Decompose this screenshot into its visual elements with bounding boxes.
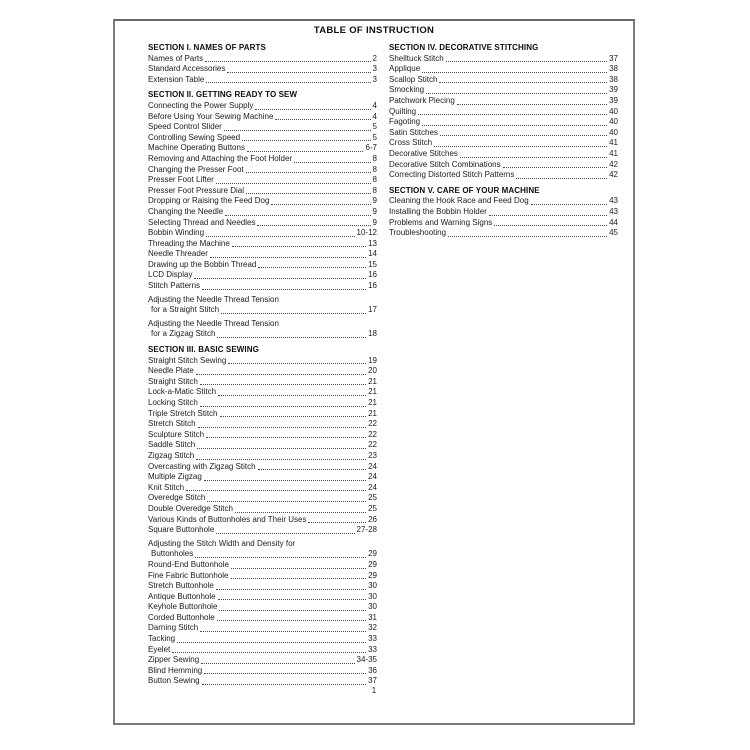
dotted-leader <box>216 589 366 590</box>
dotted-leader <box>457 104 607 105</box>
dotted-leader <box>202 684 367 685</box>
toc-entry-page: 34-35 <box>356 655 377 665</box>
toc-entry-label: Scallop Stitch <box>389 74 438 84</box>
toc-entry-page: 25 <box>368 493 377 503</box>
dotted-leader <box>494 225 607 226</box>
toc-entry-label: Various Kinds of Buttonholes and Their Uses <box>148 514 307 524</box>
toc-entry-page: 38 <box>609 74 618 84</box>
dotted-leader <box>219 610 366 611</box>
dotted-leader <box>439 82 607 83</box>
toc-entry <box>148 196 377 207</box>
dotted-leader <box>426 93 607 94</box>
toc-entry <box>148 186 377 197</box>
toc-entry-label: Bobbin Winding <box>148 228 205 238</box>
toc-entry-page: 26 <box>368 514 377 524</box>
toc-entry-page: 41 <box>609 148 618 158</box>
toc-entry-line1: Adjusting the Needle Thread Tension <box>148 294 279 304</box>
dotted-leader <box>200 384 366 385</box>
dotted-leader <box>446 61 607 62</box>
toc-entry-label: Zipper Sewing <box>148 655 200 665</box>
toc-entry-page: 39 <box>609 85 618 95</box>
toc-entry-page: 44 <box>609 217 618 227</box>
dotted-leader <box>231 578 367 579</box>
dotted-leader <box>200 406 366 407</box>
toc-entry-label: Triple Stretch Stitch <box>148 408 218 418</box>
toc-entry-label: Overcasting with Zigzag Stitch <box>148 461 256 471</box>
toc-entry-label: Drawing up the Bobbin Thread <box>148 259 257 269</box>
toc-entry <box>148 165 377 176</box>
toc-entry-page: 19 <box>368 355 377 365</box>
toc-entry <box>148 440 377 451</box>
toc-entry-page: 38 <box>609 64 618 74</box>
dotted-leader <box>308 522 366 523</box>
toc-entry <box>148 472 377 483</box>
toc-entry-page: 8 <box>372 164 377 174</box>
toc-entry-page: 36 <box>368 665 377 675</box>
toc-entry-label: LCD Display <box>148 270 193 280</box>
toc-entry-page: 43 <box>609 196 618 206</box>
toc-entry <box>148 493 377 504</box>
dotted-leader <box>489 215 607 216</box>
toc-entry <box>148 366 377 377</box>
toc-entry-label: Button Sewing <box>148 676 200 686</box>
dotted-leader <box>177 642 366 643</box>
toc-entry <box>148 515 377 526</box>
toc-entry-page: 9 <box>372 217 377 227</box>
toc-entry-page: 18 <box>368 329 377 339</box>
toc-entry-page: 9 <box>372 196 377 206</box>
dotted-leader <box>218 395 366 396</box>
dotted-leader <box>204 673 366 674</box>
toc-entry <box>389 107 618 118</box>
toc-entry <box>389 218 618 229</box>
dotted-leader <box>200 631 366 632</box>
toc-entry-page: 39 <box>609 95 618 105</box>
dotted-leader <box>225 215 370 216</box>
toc-entry <box>148 409 377 420</box>
toc-entry-label: Keyhole Buttonhole <box>148 602 218 612</box>
toc-entry-page: 40 <box>609 127 618 137</box>
dotted-leader <box>224 130 371 131</box>
toc-entry <box>148 249 377 260</box>
toc-entry-line1: Adjusting the Needle Thread Tension <box>148 318 279 328</box>
toc-section-heading: SECTION IV. DECORATIVE STITCHING <box>389 43 539 52</box>
toc-entry-label: Selecting Thread and Needles <box>148 217 256 227</box>
dotted-leader <box>503 167 607 168</box>
toc-entry-page: 30 <box>368 602 377 612</box>
toc-entry-label: Straight Stitch Sewing <box>148 355 227 365</box>
toc-section-heading: SECTION I. NAMES OF PARTS <box>148 43 266 52</box>
toc-entry-label: Lock-a-Matic Stitch <box>148 387 217 397</box>
toc-entry-line1: Adjusting the Stitch Width and Density for <box>148 538 296 548</box>
dotted-leader <box>172 652 366 653</box>
dotted-leader <box>218 599 366 600</box>
toc-entry-label: Decorative Stitch Combinations <box>389 159 501 169</box>
dotted-leader <box>210 257 366 258</box>
toc-entry <box>389 207 618 218</box>
dotted-leader <box>246 193 371 194</box>
toc-entry-label: Satin Stitches <box>389 127 438 137</box>
toc-entry-label: Changing the Presser Foot <box>148 164 244 174</box>
dotted-leader <box>202 289 366 290</box>
toc-entry-label: Changing the Needle <box>148 206 224 216</box>
toc-entry-page: 4 <box>372 111 377 121</box>
dotted-leader <box>448 236 607 237</box>
toc-entry-label: Quilting <box>389 106 417 116</box>
toc-entry-page: 15 <box>368 259 377 269</box>
toc-entry-page: 2 <box>372 53 377 63</box>
toc-entry <box>389 64 618 75</box>
toc-entry-label: Correcting Distorted Stitch Patterns <box>389 170 515 180</box>
toc-entry <box>148 64 377 75</box>
toc-entry <box>148 154 377 165</box>
toc-entry <box>148 504 377 515</box>
toc-entry-label: Tacking <box>148 634 176 644</box>
dotted-leader <box>231 568 366 569</box>
toc-entry <box>389 170 618 181</box>
toc-entry-page: 22 <box>368 419 377 429</box>
toc-entry-label: Fine Fabric Buttonhole <box>148 570 229 580</box>
dotted-leader <box>275 119 370 120</box>
dotted-leader <box>531 204 607 205</box>
dotted-leader <box>220 416 367 417</box>
toc-entry-label: Antique Buttonhole <box>148 591 216 601</box>
toc-entry-page: 23 <box>368 450 377 460</box>
toc-entry <box>389 85 618 96</box>
toc-entry-label: Standard Accessories <box>148 64 226 74</box>
toc-entry-page: 37 <box>368 676 377 686</box>
toc-entry <box>148 645 377 656</box>
dotted-leader <box>186 490 366 491</box>
dotted-leader <box>232 246 366 247</box>
dotted-leader <box>294 162 370 163</box>
toc-entry-label: for a Straight Stitch <box>151 305 220 315</box>
toc-entry <box>389 75 618 86</box>
toc-entry-page: 41 <box>609 138 618 148</box>
toc-entry-page: 45 <box>609 228 618 238</box>
dotted-leader <box>221 313 366 314</box>
toc-entry-label: Zigzag Stitch <box>148 450 195 460</box>
dotted-leader <box>235 512 366 513</box>
toc-entry <box>148 634 377 645</box>
toc-entry-label: Needle Threader <box>148 249 208 259</box>
toc-entry-page: 40 <box>609 117 618 127</box>
toc-entry-label: Blind Hemming <box>148 665 203 675</box>
toc-entry-page: 21 <box>368 408 377 418</box>
dotted-leader <box>206 236 354 237</box>
dotted-leader <box>196 374 366 375</box>
toc-entry-page: 33 <box>368 644 377 654</box>
toc-entry <box>148 549 377 560</box>
dotted-leader <box>258 469 366 470</box>
toc-entry-label: Stitch Patterns <box>148 281 201 291</box>
toc-entry-label: Needle Plate <box>148 366 194 376</box>
toc-entry <box>389 196 618 207</box>
toc-entry-label: Sculpture Stitch <box>148 429 205 439</box>
toc-entry-page: 8 <box>372 153 377 163</box>
toc-section-heading: SECTION III. BASIC SEWING <box>148 345 259 355</box>
toc-entry-label: for a Zigzag Stitch <box>151 329 216 339</box>
toc-entry-page: 22 <box>368 440 377 450</box>
toc-entry <box>148 218 377 229</box>
toc-entry-page: 8 <box>372 175 377 185</box>
toc-entry-page: 21 <box>368 387 377 397</box>
toc-entry <box>148 655 377 666</box>
toc-entry-label: Round-End Buttonhole <box>148 559 229 569</box>
dotted-leader <box>257 225 370 226</box>
dotted-leader <box>216 183 371 184</box>
dotted-leader <box>460 157 607 158</box>
toc-entry-label: Square Buttonhole <box>148 525 215 535</box>
toc-entry <box>148 525 377 536</box>
toc-entry-label: Cross Stitch <box>389 138 433 148</box>
toc-entry <box>148 571 377 582</box>
toc-entry-page: 3 <box>372 64 377 74</box>
dotted-leader <box>194 278 366 279</box>
toc-entry-label: Problems and Warning Signs <box>389 217 493 227</box>
toc-entry-page: 16 <box>368 281 377 291</box>
toc-entry-label: Corded Buttonhole <box>148 612 215 622</box>
toc-entry <box>148 207 377 218</box>
toc-entry-label: Decorative Stitches <box>389 148 458 158</box>
dotted-leader <box>228 363 366 364</box>
toc-entry-label: Installing the Bobbin Holder <box>389 206 487 216</box>
toc-entry <box>148 462 377 473</box>
toc-entry-page: 40 <box>609 106 618 116</box>
toc-entry-page: 29 <box>368 549 377 559</box>
toc-entry-page: 4 <box>372 100 377 110</box>
dotted-leader <box>227 72 370 73</box>
toc-entry <box>148 613 377 624</box>
toc-entry-label: Overedge Stitch <box>148 493 206 503</box>
toc-entry-page: 20 <box>368 366 377 376</box>
dotted-leader <box>247 151 363 152</box>
dotted-leader <box>422 125 607 126</box>
toc-entry <box>148 281 377 292</box>
dotted-leader <box>195 557 366 558</box>
toc-entry-page: 22 <box>368 429 377 439</box>
dotted-leader <box>422 72 607 73</box>
toc-entry <box>148 75 377 86</box>
toc-entry <box>148 54 377 65</box>
dotted-leader <box>206 437 366 438</box>
toc-entry-label: Cleaning the Hook Race and Feed Dog <box>389 196 529 206</box>
dotted-leader <box>217 620 366 621</box>
toc-entry-page: 5 <box>372 132 377 142</box>
toc-entry <box>148 270 377 281</box>
toc-entry-page: 5 <box>372 122 377 132</box>
dotted-leader <box>216 533 354 534</box>
toc-entry-label: Presser Foot Pressure Dial <box>148 185 245 195</box>
dotted-leader <box>204 480 366 481</box>
toc-entry-page: 21 <box>368 376 377 386</box>
toc-entry-page: 27-28 <box>356 525 377 535</box>
dotted-leader <box>516 178 607 179</box>
toc-entry-page: 42 <box>609 159 618 169</box>
toc-entry <box>148 356 377 367</box>
toc-entry-page: 31 <box>368 612 377 622</box>
dotted-leader <box>418 114 607 115</box>
toc-entry-label: Applique <box>389 64 421 74</box>
dotted-leader <box>217 337 366 338</box>
toc-entry <box>148 175 377 186</box>
toc-entry-page: 9 <box>372 206 377 216</box>
toc-entry <box>148 602 377 613</box>
toc-entry-label: Buttonholes <box>151 549 194 559</box>
toc-entry-label: Multiple Zigzag <box>148 472 202 482</box>
toc-entry <box>389 149 618 160</box>
toc-entry <box>389 117 618 128</box>
toc-entry <box>148 451 377 462</box>
toc-entry-label: Saddle Stitch <box>148 440 196 450</box>
toc-entry <box>148 133 377 144</box>
dotted-leader <box>201 663 354 664</box>
dotted-leader <box>434 146 607 147</box>
toc-entry-page: 13 <box>368 238 377 248</box>
toc-entry-label: Knit Stitch <box>148 482 185 492</box>
toc-entry <box>389 160 618 171</box>
toc-entry-page: 21 <box>368 398 377 407</box>
dotted-leader <box>206 82 370 83</box>
toc-column-right <box>389 43 618 239</box>
page-number: 1 <box>371 686 377 695</box>
toc-entry-label: Before Using Your Sewing Machine <box>148 111 274 121</box>
toc-entry-label: Controlling Sewing Speed <box>148 132 241 142</box>
dotted-leader <box>242 140 370 141</box>
toc-entry-label: Stretch Buttonhole <box>148 581 214 591</box>
toc-entry-page: 24 <box>368 482 377 492</box>
dotted-leader <box>255 109 370 110</box>
toc-entry <box>148 122 377 133</box>
toc-entry-label: Names of Parts <box>148 53 204 63</box>
toc-entry-label: Presser Foot Lifter <box>148 175 214 185</box>
toc-entry-label: Eyelet <box>148 644 171 654</box>
toc-entry <box>148 387 377 398</box>
toc-section-heading: SECTION II. GETTING READY TO SEW <box>148 90 298 100</box>
toc-column-left <box>148 43 377 687</box>
toc-entry <box>148 398 377 409</box>
toc-entry <box>389 54 618 65</box>
toc-entry <box>148 430 377 441</box>
toc-entry-label: Straight Stitch <box>148 376 198 386</box>
toc-entry <box>389 128 618 139</box>
toc-entry-page: 24 <box>368 472 377 482</box>
dotted-leader <box>271 204 370 205</box>
toc-entry <box>148 560 377 571</box>
toc-entry-page: 33 <box>368 634 377 644</box>
dotted-leader <box>198 427 367 428</box>
dotted-leader <box>196 459 366 460</box>
dotted-leader <box>207 501 366 502</box>
toc-entry <box>389 96 618 107</box>
toc-entry <box>389 138 618 149</box>
toc-entry-page: 10-12 <box>356 228 377 238</box>
toc-entry-label: Patchwork Piecing <box>389 95 455 105</box>
toc-entry <box>148 666 377 677</box>
toc-entry <box>148 228 377 239</box>
toc-section-heading: SECTION V. CARE OF YOUR MACHINE <box>389 185 540 195</box>
toc-entry-label: Machine Operating Buttons <box>148 143 245 153</box>
toc-entry-label: Locking Stitch <box>148 398 198 407</box>
toc-entry <box>148 239 377 250</box>
toc-entry <box>148 305 377 316</box>
toc-entry <box>148 592 377 603</box>
toc-entry-page: 30 <box>368 581 377 591</box>
toc-entry <box>148 329 377 340</box>
toc-entry-label: Smocking <box>389 85 425 95</box>
toc-entry-label: Fagoting <box>389 117 421 127</box>
toc-entry-page: 6-7 <box>365 143 377 153</box>
toc-entry-page: 3 <box>372 74 377 84</box>
dotted-leader <box>258 267 366 268</box>
toc-entry-label: Troubleshooting <box>389 228 447 238</box>
toc-entry-page: 32 <box>368 623 377 633</box>
toc-entry-label: Extension Table <box>148 74 205 84</box>
toc-entry-label: Dropping or Raising the Feed Dog <box>148 196 270 206</box>
toc-entry <box>148 483 377 494</box>
toc-entry-page: 14 <box>368 249 377 259</box>
toc-entry-page: 30 <box>368 591 377 601</box>
page-border-frame <box>113 19 635 725</box>
toc-entry <box>148 101 377 112</box>
toc-entry-page: 29 <box>368 570 377 580</box>
toc-entry-page: 16 <box>368 270 377 280</box>
dotted-leader <box>440 135 607 136</box>
toc-entry <box>148 377 377 388</box>
toc-entry-label: Removing and Attaching the Foot Holder <box>148 153 293 163</box>
toc-entry <box>148 623 377 634</box>
toc-entry-label: Connecting the Power Supply <box>148 100 254 110</box>
toc-entry <box>148 112 377 123</box>
toc-entry-page: 42 <box>609 170 618 180</box>
toc-entry <box>148 260 377 271</box>
toc-entry-page: 8 <box>372 185 377 195</box>
dotted-leader <box>197 448 366 449</box>
toc-entry-page: 17 <box>368 305 377 315</box>
toc-entry-label: Threading the Machine <box>148 238 230 248</box>
toc-entry <box>148 581 377 592</box>
toc-entry <box>148 143 377 154</box>
toc-entry-label: Darning Stitch <box>148 623 199 633</box>
toc-entry-label: Speed Control Slider <box>148 122 222 132</box>
toc-entry <box>148 419 377 430</box>
toc-entry-label: Double Overedge Stitch <box>148 503 233 513</box>
toc-entry-label: Shelltuck Stitch <box>389 53 444 63</box>
dotted-leader <box>205 61 370 62</box>
toc-entry-page: 37 <box>609 53 618 63</box>
toc-entry-page: 25 <box>368 503 377 513</box>
toc-entry-page: 24 <box>368 461 377 471</box>
toc-entry-page: 43 <box>609 206 618 216</box>
page-title: TABLE OF INSTRUCTION <box>313 25 435 36</box>
dotted-leader <box>246 172 371 173</box>
toc-entry-label: Stretch Stitch <box>148 419 196 429</box>
toc-entry <box>389 228 618 239</box>
toc-entry-page: 29 <box>368 559 377 569</box>
